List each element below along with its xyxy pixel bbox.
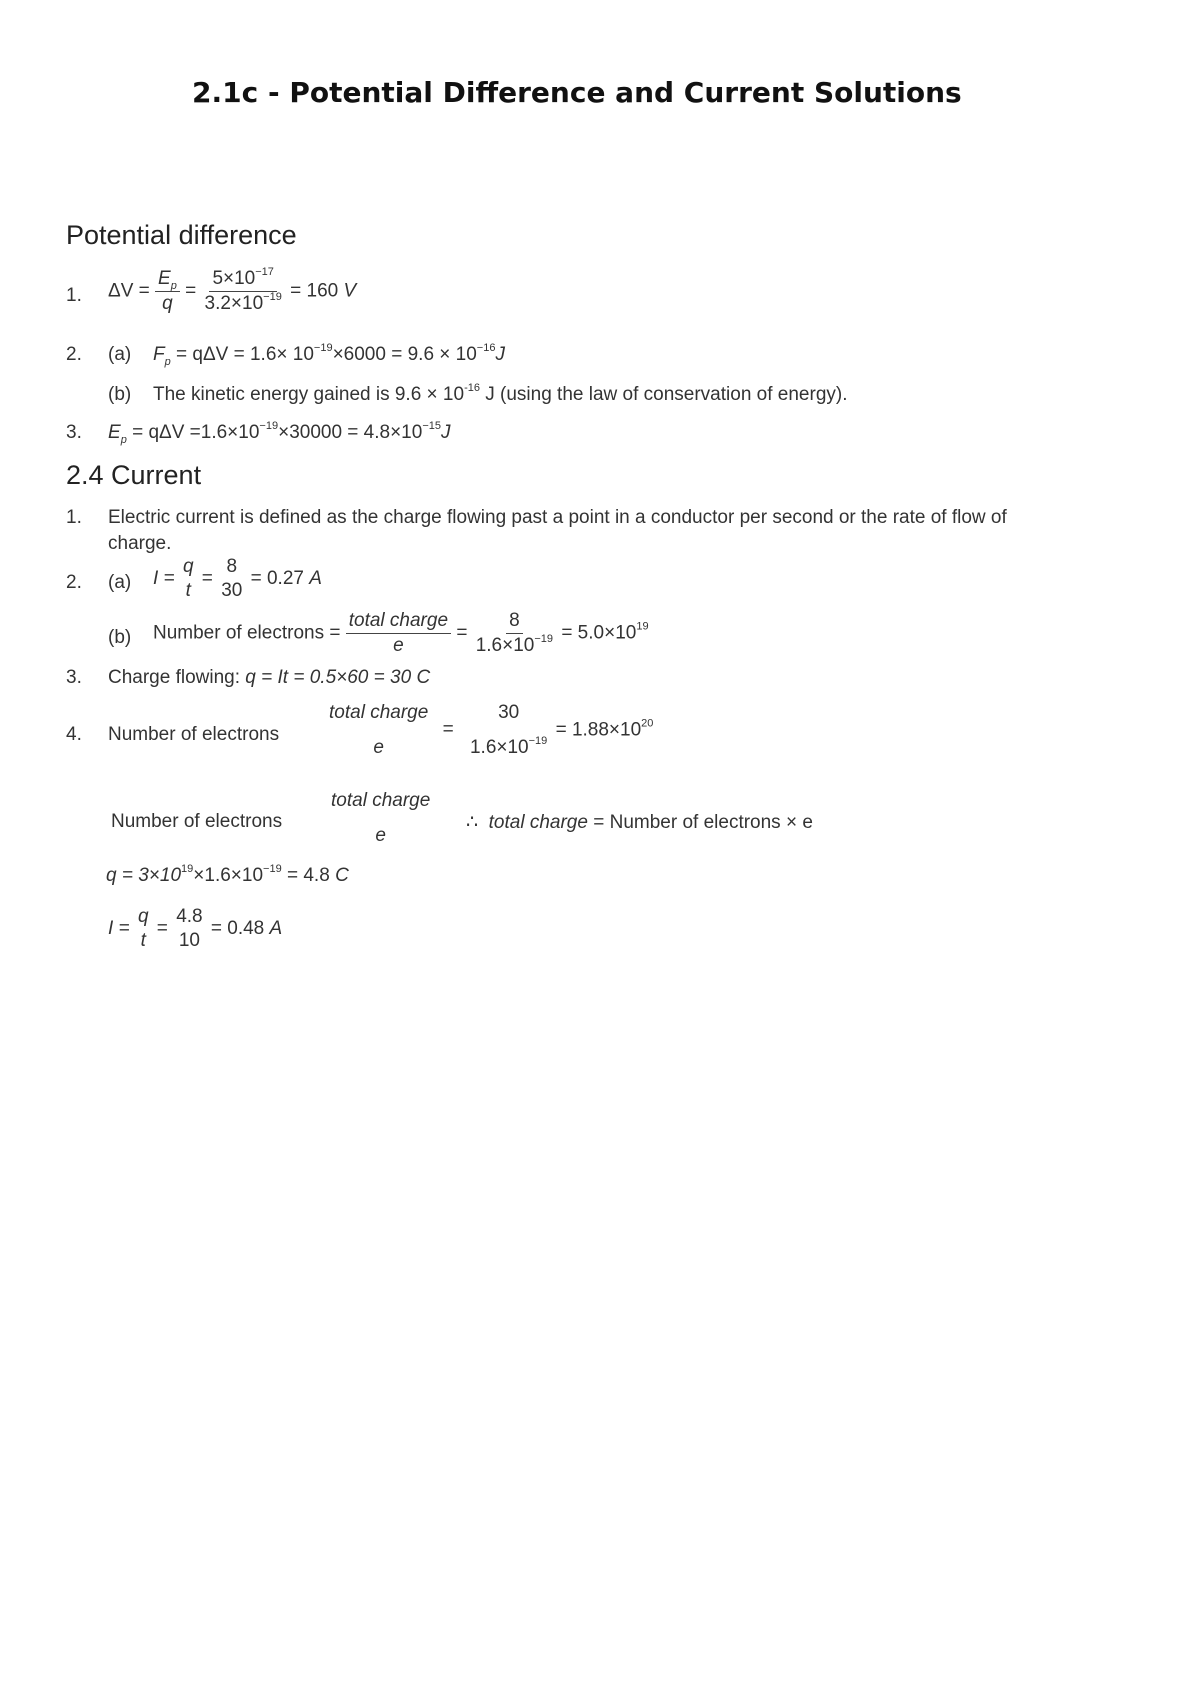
part-label: (a) — [108, 572, 132, 593]
section-heading-current: 2.4 Current — [66, 460, 202, 490]
fraction-total-charge — [328, 790, 433, 847]
item-number: 4. — [66, 724, 82, 745]
fraction: 8 30 — [221, 556, 243, 601]
fraction: q t — [182, 556, 194, 601]
equation-energy: $E_p = q\Delta V =1.6\times 10^{-19}\times 30000 = 4.8\times 10^{-15}J$ — [108, 420, 451, 446]
definition-line-2: charge. — [108, 533, 172, 554]
item-number: 3. — [66, 667, 82, 688]
charge-flowing: Charge flowing: q = It = 0.5×60 = 30 C — [108, 667, 431, 688]
equation-electrons: Number of electrons = $\frac{\text{total charge}}{e}$ = $\frac{8}{1.6\times 10^{-19}}$ = $5.0\times 10^{19}$ — [153, 610, 649, 656]
therefore-relation: ∴ total charge = Number of electrons × e — [466, 812, 813, 833]
fraction: q t — [137, 906, 149, 951]
equation-delta-v: ΔV = $\frac{E_p}{q}$ = $\frac{5\times 10^{-17}}{3.2\times 10^{-19}}$ = 160 V — [108, 266, 357, 314]
fraction: $\frac{5\times 10^{-17}}{3.2\times 10^{-19}}$ — [204, 266, 282, 314]
label-number-of-electrons: Number of electrons — [108, 724, 280, 745]
section-heading-potential-difference: Potential difference — [66, 220, 297, 250]
equation-charge: $q = 3\times 10^{19}\times 1.6\times 10^{-19} = 4.8$ C — [106, 863, 349, 886]
kinetic-energy-text: The kinetic energy gained is $9.6 \times 10^{-16}$ J (using the law of conservation of energy). — [153, 382, 848, 405]
part-label: (a) — [108, 344, 132, 365]
definition-line-1: Electric current is defined as the charge flowing past a point in a conductor per second or the rate of flow of — [108, 507, 1007, 528]
equation-force: $F_p = q\Delta V = 1.6\times 10^{-19}\times 6000 = 9.6 \times 10^{-16}J$ — [153, 342, 505, 368]
equation-current: I = q t = 8 30 = 0.27 A — [153, 556, 322, 601]
label-number-of-electrons: Number of electrons — [111, 811, 283, 832]
part-label: (b) — [108, 384, 132, 405]
fraction: 30 $1.6\times 10^{-19}$ — [469, 702, 548, 758]
fraction: $\frac{\text{total charge}}{e}$ — [346, 610, 451, 657]
item-number: 1. — [66, 507, 82, 528]
page-title: 2.1c - Potential Difference and Current Solutions — [192, 76, 962, 109]
part-label: (b) — [108, 627, 132, 648]
fraction: 4.8 10 — [176, 906, 203, 951]
fraction: total charge e — [329, 702, 429, 758]
item-number: 2. — [66, 572, 82, 593]
equation-current-final: I = q t = 4.8 10 = 0.48 A — [108, 906, 283, 951]
item-number: 2. — [66, 344, 82, 365]
fraction: total charge e — [331, 790, 431, 846]
item-number: 3. — [66, 422, 82, 443]
equation-electrons-q4: total charge e = 30 $1.6\times 10^{-19}$ = $1.88\times 10^{20}$ — [326, 702, 653, 759]
item-number: 1. — [66, 285, 82, 306]
fraction: $\frac{E_p}{q}$ — [155, 268, 180, 315]
fraction: $\frac{8}{1.6\times 10^{-19}}$ — [475, 610, 554, 656]
